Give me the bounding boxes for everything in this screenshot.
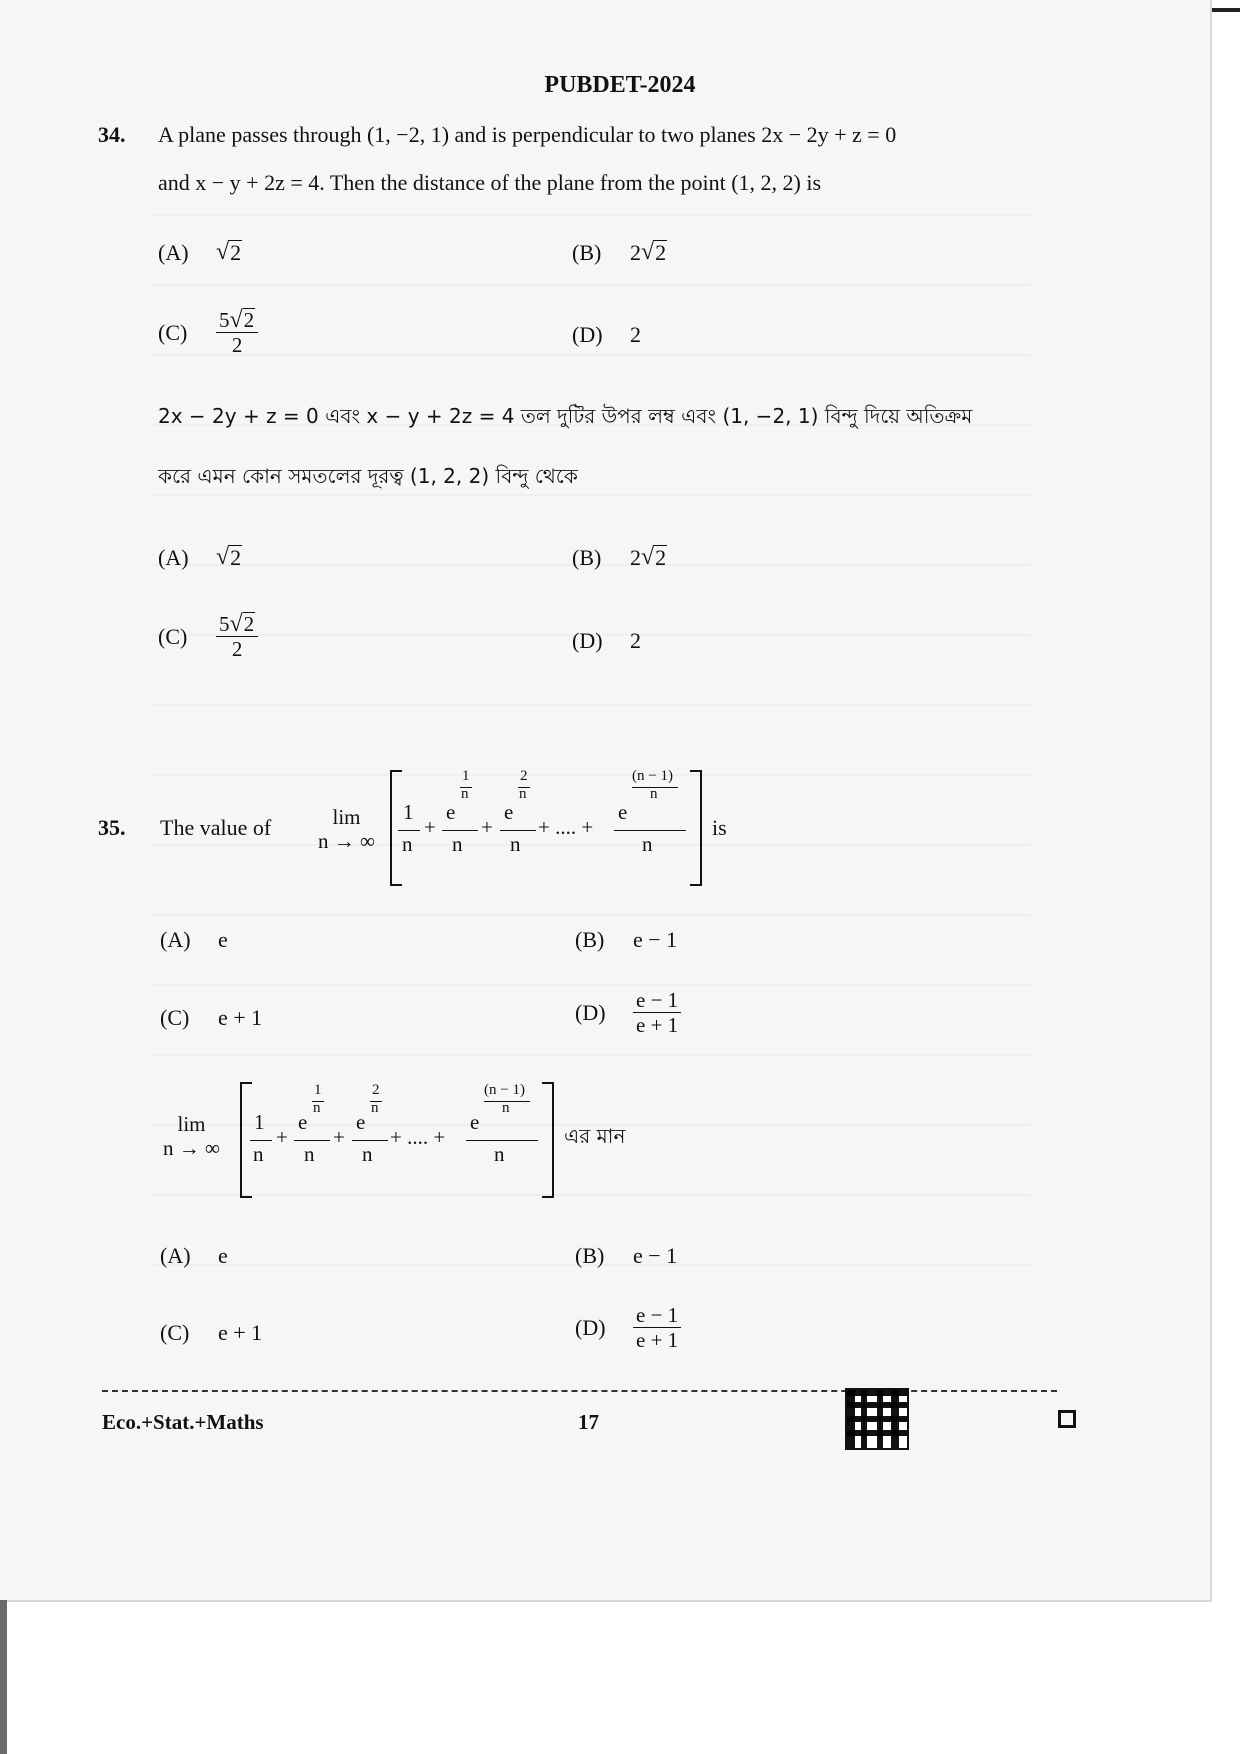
q35-prefix: The value of <box>160 815 272 840</box>
term-1-numerator: 1 <box>254 1110 265 1134</box>
limit-subscript: n → ∞ <box>163 1136 220 1161</box>
term-4-fraction-bar <box>466 1140 538 1141</box>
term-1-numerator: 1 <box>403 800 414 824</box>
question-number-34: 34. <box>98 122 126 147</box>
q34-bengali-option-d <box>572 628 641 654</box>
q35-bengali-option-a <box>160 1243 228 1269</box>
option-label: (A) <box>160 927 191 952</box>
option-value: e <box>218 1243 228 1268</box>
q34-option-c <box>158 308 258 357</box>
option-value: 2 <box>630 322 641 347</box>
option-label: (C) <box>160 1005 190 1030</box>
right-bracket <box>542 1082 554 1198</box>
term-4-denominator: n <box>494 1142 505 1166</box>
numerator: e − 1 <box>633 1303 681 1328</box>
coefficient: 5 <box>219 612 230 636</box>
q34-text-line-2: and x − y + 2z = 4. Then the distance of the plane from the point (1, 2, 2) is <box>158 170 822 195</box>
term-2-exp-num: 1 <box>314 1082 322 1098</box>
limit-operator: lim <box>332 805 361 829</box>
radicand: 2 <box>655 240 667 266</box>
scan-edge-mark <box>1212 8 1240 12</box>
denominator: 2 <box>231 333 243 358</box>
q34-bengali-option-b: (B) 2 √ 2 <box>572 544 667 571</box>
term-4-denominator: n <box>642 832 653 856</box>
fraction <box>633 1303 681 1352</box>
plus-sign: + <box>481 815 493 839</box>
q34-text-line-1: A plane passes through (1, −2, 1) and is perpendicular to two planes 2x − 2y + z = 0 <box>158 122 897 147</box>
term-4-exp-den: n <box>650 786 658 802</box>
option-value: e <box>218 927 228 952</box>
option-value: e + 1 <box>218 1320 263 1345</box>
footer-page-number: 17 <box>578 1410 599 1434</box>
radicand: 2 <box>243 308 255 332</box>
q35-bengali-option-c <box>160 1320 262 1346</box>
term-3-exp-num: 2 <box>372 1082 380 1098</box>
term-3-exp-num: 2 <box>520 768 528 784</box>
q35-bengali-option-d <box>575 1303 681 1352</box>
option-label: (B) <box>572 545 602 570</box>
fraction <box>633 988 681 1037</box>
term-3-base: e <box>356 1110 366 1134</box>
term-3-exp-den: n <box>371 1100 379 1116</box>
radicand: 2 <box>230 545 242 571</box>
left-bracket <box>390 770 402 886</box>
denominator: e + 1 <box>636 1013 679 1038</box>
q34-option-d <box>572 322 641 348</box>
option-label: (C) <box>160 1320 190 1345</box>
term-4-fraction-bar <box>614 830 686 831</box>
term-3-denominator: n <box>362 1142 373 1166</box>
q34-bengali-line-2: করে এমন কোন সমতলের দূরত্ব (1, 2, 2) বিন্দু থেকে <box>158 464 578 488</box>
q35-bengali-limit <box>163 1112 220 1160</box>
q34-option-b <box>572 240 667 266</box>
q34-option-a <box>158 240 242 266</box>
option-label: (D) <box>572 322 603 347</box>
footer-subject: Eco.+Stat.+Maths <box>102 1410 264 1434</box>
coefficient: 2 <box>630 545 641 570</box>
term-2-fraction-bar <box>294 1140 330 1141</box>
q35-limit <box>318 805 375 853</box>
term-2-exp-den: n <box>461 786 469 802</box>
q34-bengali-option-c <box>158 612 258 661</box>
option-label: (B) <box>572 240 602 265</box>
option-value: e + 1 <box>218 1005 263 1030</box>
question-number-35: 35. <box>98 815 126 840</box>
term-4-base: e <box>618 800 628 824</box>
term-3-fraction-bar <box>352 1140 388 1141</box>
term-3-denominator: n <box>510 832 521 856</box>
plus-sign: + <box>424 815 436 839</box>
term-3-exp-den: n <box>519 786 527 802</box>
term-1-fraction-bar <box>398 830 420 831</box>
q34-bengali-line-1: 2x − 2y + z = 0 এবং x − y + 2z = 4 তল দুটির উপর লম্ব এবং (1, −2, 1) বিন্দু দিয়ে অতিক্রম <box>158 404 973 428</box>
qr-code-icon <box>845 1388 909 1450</box>
right-bracket <box>690 770 702 886</box>
q35-option-a <box>160 927 228 953</box>
term-2-exp-den: n <box>313 1100 321 1116</box>
denominator: e + 1 <box>636 1328 679 1353</box>
sqrt-expression: √ 2 <box>641 239 667 266</box>
term-2-base: e <box>446 800 456 824</box>
option-label: (D) <box>572 628 603 653</box>
option-label: (C) <box>158 319 188 345</box>
q35-option-d <box>575 988 681 1037</box>
ellipsis-sum: + .... + <box>390 1125 446 1149</box>
term-1-denominator: n <box>402 832 413 856</box>
option-label: (D) <box>575 1314 606 1340</box>
sqrt-expression: √ 2 <box>216 239 242 266</box>
denominator: 2 <box>231 637 243 662</box>
term-3-base: e <box>504 800 514 824</box>
term-1-denominator: n <box>253 1142 264 1166</box>
plus-sign: + <box>276 1125 288 1149</box>
q35-suffix: is <box>712 815 727 840</box>
page-header: PUBDET-2024 <box>544 72 696 98</box>
q34-bengali-option-a: (A) √ 2 <box>158 544 242 571</box>
option-value: e − 1 <box>633 927 678 952</box>
option-value: e − 1 <box>633 1243 678 1268</box>
radicand: 2 <box>243 612 255 636</box>
option-label: (A) <box>160 1243 191 1268</box>
coefficient: 5 <box>219 308 230 332</box>
radicand: 2 <box>230 240 242 266</box>
square-marker-icon <box>1058 1410 1076 1428</box>
q35-option-b <box>575 927 677 953</box>
plus-sign: + <box>333 1125 345 1149</box>
radicand: 2 <box>655 545 667 571</box>
term-1-fraction-bar <box>250 1140 272 1141</box>
option-label: (A) <box>158 240 189 265</box>
option-label: (C) <box>158 623 188 649</box>
option-label: (B) <box>575 927 605 952</box>
option-label: (D) <box>575 999 606 1025</box>
option-value: 2 <box>630 628 641 653</box>
numerator: e − 1 <box>633 988 681 1013</box>
option-label: (B) <box>575 1243 605 1268</box>
term-2-exp-num: 1 <box>462 768 470 784</box>
q35-bengali-option-b <box>575 1243 677 1269</box>
term-4-exp-num: (n − 1) <box>632 768 673 784</box>
q35-option-c <box>160 1005 262 1031</box>
coefficient: 2 <box>630 240 641 265</box>
footer-divider <box>102 1390 1057 1392</box>
limit-subscript: n → ∞ <box>318 829 375 854</box>
term-2-base: e <box>298 1110 308 1134</box>
scan-edge-bar <box>0 1600 7 1754</box>
term-2-denominator: n <box>452 832 463 856</box>
q35-bengali-suffix: এর মান <box>564 1124 626 1148</box>
term-4-exp-num: (n − 1) <box>484 1082 525 1098</box>
term-2-denominator: n <box>304 1142 315 1166</box>
term-4-exp-den: n <box>502 1100 510 1116</box>
fraction: 5 √ 2 2 <box>216 308 258 357</box>
fraction: 5 √ 2 2 <box>216 612 258 661</box>
option-label: (A) <box>158 545 189 570</box>
limit-operator: lim <box>177 1112 206 1136</box>
term-2-fraction-bar <box>442 830 478 831</box>
ellipsis-sum: + .... + <box>538 815 594 839</box>
term-3-fraction-bar <box>500 830 536 831</box>
term-4-base: e <box>470 1110 480 1134</box>
